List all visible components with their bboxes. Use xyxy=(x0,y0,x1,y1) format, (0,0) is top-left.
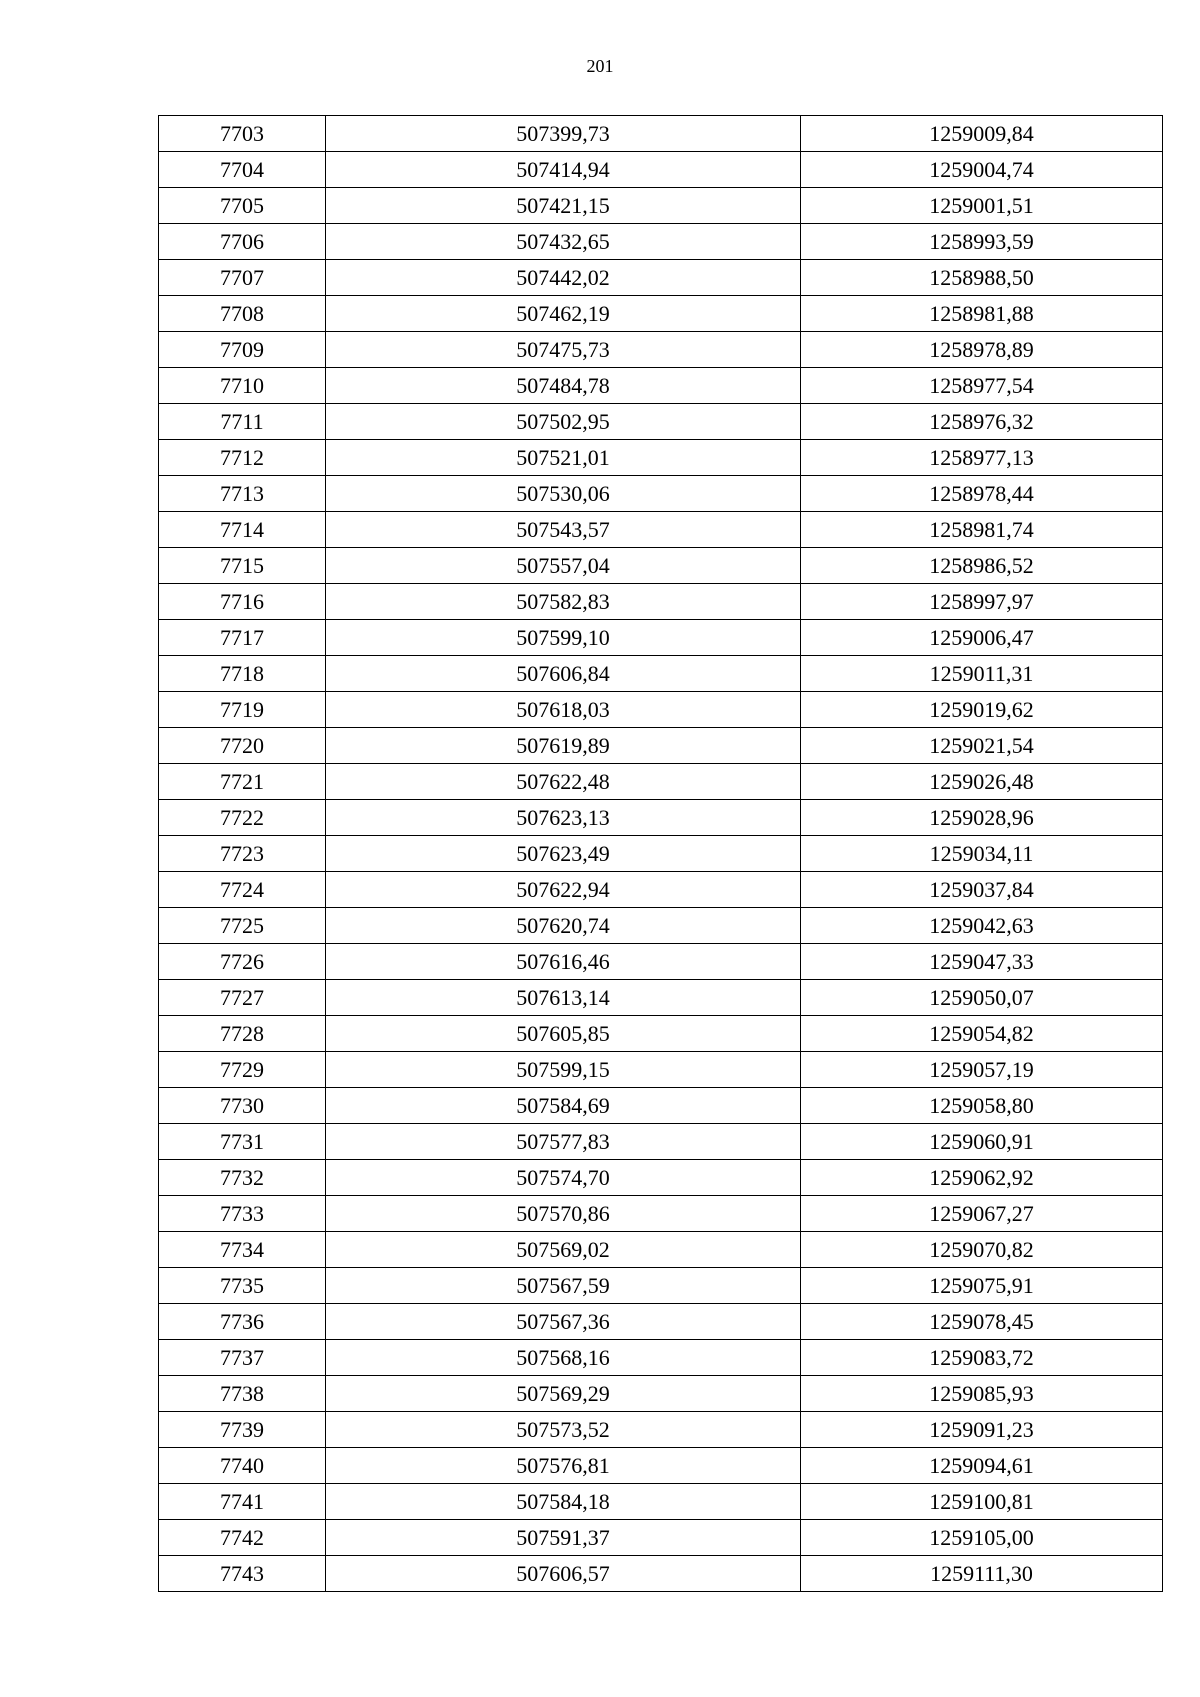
x-coordinate-cell: 507462,19 xyxy=(326,296,801,332)
point-number-cell: 7729 xyxy=(159,1052,326,1088)
point-number-cell: 7706 xyxy=(159,224,326,260)
y-coordinate-cell: 1259060,91 xyxy=(801,1124,1163,1160)
point-number-cell: 7710 xyxy=(159,368,326,404)
y-coordinate-cell: 1259057,19 xyxy=(801,1052,1163,1088)
table-row xyxy=(159,1016,1163,1052)
point-number-cell: 7739 xyxy=(159,1412,326,1448)
point-number-cell: 7741 xyxy=(159,1484,326,1520)
y-coordinate-cell: 1259019,62 xyxy=(801,692,1163,728)
point-number-cell: 7712 xyxy=(159,440,326,476)
y-coordinate-cell: 1259034,11 xyxy=(801,836,1163,872)
point-number-cell: 7718 xyxy=(159,656,326,692)
x-coordinate-cell: 507521,01 xyxy=(326,440,801,476)
x-coordinate-cell: 507622,48 xyxy=(326,764,801,800)
point-number-cell: 7730 xyxy=(159,1088,326,1124)
x-coordinate-cell: 507432,65 xyxy=(326,224,801,260)
point-number-cell: 7717 xyxy=(159,620,326,656)
table-row xyxy=(159,944,1163,980)
table-row xyxy=(159,1304,1163,1340)
point-number-cell: 7714 xyxy=(159,512,326,548)
table-row xyxy=(159,548,1163,584)
table-row xyxy=(159,764,1163,800)
x-coordinate-cell: 507618,03 xyxy=(326,692,801,728)
table-row xyxy=(159,1412,1163,1448)
table-row xyxy=(159,152,1163,188)
point-number-cell: 7708 xyxy=(159,296,326,332)
x-coordinate-cell: 507530,06 xyxy=(326,476,801,512)
table-row xyxy=(159,584,1163,620)
x-coordinate-cell: 507421,15 xyxy=(326,188,801,224)
table-row xyxy=(159,620,1163,656)
point-number-cell: 7726 xyxy=(159,944,326,980)
table-row xyxy=(159,1196,1163,1232)
y-coordinate-cell: 1259067,27 xyxy=(801,1196,1163,1232)
y-coordinate-cell: 1258986,52 xyxy=(801,548,1163,584)
x-coordinate-cell: 507599,10 xyxy=(326,620,801,656)
point-number-cell: 7727 xyxy=(159,980,326,1016)
point-number-cell: 7736 xyxy=(159,1304,326,1340)
x-coordinate-cell: 507622,94 xyxy=(326,872,801,908)
table-row xyxy=(159,224,1163,260)
point-number-cell: 7725 xyxy=(159,908,326,944)
y-coordinate-cell: 1259085,93 xyxy=(801,1376,1163,1412)
table-row xyxy=(159,1520,1163,1556)
y-coordinate-cell: 1259021,54 xyxy=(801,728,1163,764)
y-coordinate-cell: 1258981,88 xyxy=(801,296,1163,332)
x-coordinate-cell: 507569,02 xyxy=(326,1232,801,1268)
table-row xyxy=(159,188,1163,224)
point-number-cell: 7735 xyxy=(159,1268,326,1304)
point-number-cell: 7715 xyxy=(159,548,326,584)
point-number-cell: 7738 xyxy=(159,1376,326,1412)
y-coordinate-cell: 1259001,51 xyxy=(801,188,1163,224)
point-number-cell: 7732 xyxy=(159,1160,326,1196)
table-row xyxy=(159,404,1163,440)
y-coordinate-cell: 1259062,92 xyxy=(801,1160,1163,1196)
table-row xyxy=(159,1340,1163,1376)
point-number-cell: 7731 xyxy=(159,1124,326,1160)
y-coordinate-cell: 1259078,45 xyxy=(801,1304,1163,1340)
x-coordinate-cell: 507574,70 xyxy=(326,1160,801,1196)
point-number-cell: 7707 xyxy=(159,260,326,296)
page-number: 201 xyxy=(586,56,614,76)
table-row xyxy=(159,476,1163,512)
x-coordinate-cell: 507442,02 xyxy=(326,260,801,296)
point-number-cell: 7716 xyxy=(159,584,326,620)
y-coordinate-cell: 1259011,31 xyxy=(801,656,1163,692)
table-row xyxy=(159,980,1163,1016)
x-coordinate-cell: 507616,46 xyxy=(326,944,801,980)
table-row xyxy=(159,692,1163,728)
y-coordinate-cell: 1258977,13 xyxy=(801,440,1163,476)
x-coordinate-cell: 507484,78 xyxy=(326,368,801,404)
y-coordinate-cell: 1259026,48 xyxy=(801,764,1163,800)
x-coordinate-cell: 507567,36 xyxy=(326,1304,801,1340)
y-coordinate-cell: 1259058,80 xyxy=(801,1088,1163,1124)
point-number-cell: 7711 xyxy=(159,404,326,440)
y-coordinate-cell: 1259050,07 xyxy=(801,980,1163,1016)
table-row xyxy=(159,1448,1163,1484)
point-number-cell: 7713 xyxy=(159,476,326,512)
x-coordinate-cell: 507605,85 xyxy=(326,1016,801,1052)
point-number-cell: 7720 xyxy=(159,728,326,764)
table-row xyxy=(159,1052,1163,1088)
y-coordinate-cell: 1259037,84 xyxy=(801,872,1163,908)
x-coordinate-cell: 507567,59 xyxy=(326,1268,801,1304)
x-coordinate-cell: 507613,14 xyxy=(326,980,801,1016)
y-coordinate-cell: 1259070,82 xyxy=(801,1232,1163,1268)
point-number-cell: 7728 xyxy=(159,1016,326,1052)
table-row xyxy=(159,440,1163,476)
x-coordinate-cell: 507568,16 xyxy=(326,1340,801,1376)
table-row xyxy=(159,116,1163,152)
y-coordinate-cell: 1259100,81 xyxy=(801,1484,1163,1520)
x-coordinate-cell: 507606,84 xyxy=(326,656,801,692)
point-number-cell: 7703 xyxy=(159,116,326,152)
y-coordinate-cell: 1259009,84 xyxy=(801,116,1163,152)
point-number-cell: 7743 xyxy=(159,1556,326,1592)
y-coordinate-cell: 1259083,72 xyxy=(801,1340,1163,1376)
table-row xyxy=(159,1556,1163,1592)
table-row xyxy=(159,1232,1163,1268)
coordinates-table-body xyxy=(159,116,1163,1592)
y-coordinate-cell: 1259105,00 xyxy=(801,1520,1163,1556)
y-coordinate-cell: 1259042,63 xyxy=(801,908,1163,944)
x-coordinate-cell: 507623,13 xyxy=(326,800,801,836)
x-coordinate-cell: 507399,73 xyxy=(326,116,801,152)
table-row xyxy=(159,1124,1163,1160)
y-coordinate-cell: 1258976,32 xyxy=(801,404,1163,440)
x-coordinate-cell: 507591,37 xyxy=(326,1520,801,1556)
table-row xyxy=(159,728,1163,764)
x-coordinate-cell: 507623,49 xyxy=(326,836,801,872)
table-row xyxy=(159,872,1163,908)
point-number-cell: 7704 xyxy=(159,152,326,188)
y-coordinate-cell: 1259075,91 xyxy=(801,1268,1163,1304)
x-coordinate-cell: 507502,95 xyxy=(326,404,801,440)
point-number-cell: 7722 xyxy=(159,800,326,836)
table-row xyxy=(159,1160,1163,1196)
table-row xyxy=(159,1484,1163,1520)
x-coordinate-cell: 507620,74 xyxy=(326,908,801,944)
x-coordinate-cell: 507619,89 xyxy=(326,728,801,764)
y-coordinate-cell: 1258988,50 xyxy=(801,260,1163,296)
table-row xyxy=(159,368,1163,404)
x-coordinate-cell: 507599,15 xyxy=(326,1052,801,1088)
y-coordinate-cell: 1258977,54 xyxy=(801,368,1163,404)
table-row xyxy=(159,800,1163,836)
y-coordinate-cell: 1258993,59 xyxy=(801,224,1163,260)
x-coordinate-cell: 507584,18 xyxy=(326,1484,801,1520)
x-coordinate-cell: 507573,52 xyxy=(326,1412,801,1448)
table-row xyxy=(159,512,1163,548)
table-row xyxy=(159,1376,1163,1412)
x-coordinate-cell: 507414,94 xyxy=(326,152,801,188)
y-coordinate-cell: 1258997,97 xyxy=(801,584,1163,620)
x-coordinate-cell: 507569,29 xyxy=(326,1376,801,1412)
coordinates-table xyxy=(158,115,1163,1592)
x-coordinate-cell: 507584,69 xyxy=(326,1088,801,1124)
y-coordinate-cell: 1258978,44 xyxy=(801,476,1163,512)
table-row xyxy=(159,656,1163,692)
table-row xyxy=(159,1088,1163,1124)
table-row xyxy=(159,260,1163,296)
point-number-cell: 7705 xyxy=(159,188,326,224)
y-coordinate-cell: 1259006,47 xyxy=(801,620,1163,656)
y-coordinate-cell: 1259028,96 xyxy=(801,800,1163,836)
x-coordinate-cell: 507557,04 xyxy=(326,548,801,584)
x-coordinate-cell: 507475,73 xyxy=(326,332,801,368)
point-number-cell: 7740 xyxy=(159,1448,326,1484)
point-number-cell: 7719 xyxy=(159,692,326,728)
point-number-cell: 7709 xyxy=(159,332,326,368)
table-row xyxy=(159,296,1163,332)
point-number-cell: 7723 xyxy=(159,836,326,872)
y-coordinate-cell: 1259004,74 xyxy=(801,152,1163,188)
y-coordinate-cell: 1259091,23 xyxy=(801,1412,1163,1448)
y-coordinate-cell: 1258981,74 xyxy=(801,512,1163,548)
table-row xyxy=(159,836,1163,872)
y-coordinate-cell: 1258978,89 xyxy=(801,332,1163,368)
x-coordinate-cell: 507543,57 xyxy=(326,512,801,548)
x-coordinate-cell: 507582,83 xyxy=(326,584,801,620)
point-number-cell: 7721 xyxy=(159,764,326,800)
point-number-cell: 7733 xyxy=(159,1196,326,1232)
y-coordinate-cell: 1259094,61 xyxy=(801,1448,1163,1484)
table-row xyxy=(159,908,1163,944)
x-coordinate-cell: 507570,86 xyxy=(326,1196,801,1232)
table-row xyxy=(159,1268,1163,1304)
y-coordinate-cell: 1259111,30 xyxy=(801,1556,1163,1592)
y-coordinate-cell: 1259054,82 xyxy=(801,1016,1163,1052)
table-row xyxy=(159,332,1163,368)
y-coordinate-cell: 1259047,33 xyxy=(801,944,1163,980)
x-coordinate-cell: 507577,83 xyxy=(326,1124,801,1160)
x-coordinate-cell: 507606,57 xyxy=(326,1556,801,1592)
point-number-cell: 7737 xyxy=(159,1340,326,1376)
x-coordinate-cell: 507576,81 xyxy=(326,1448,801,1484)
point-number-cell: 7724 xyxy=(159,872,326,908)
point-number-cell: 7734 xyxy=(159,1232,326,1268)
point-number-cell: 7742 xyxy=(159,1520,326,1556)
